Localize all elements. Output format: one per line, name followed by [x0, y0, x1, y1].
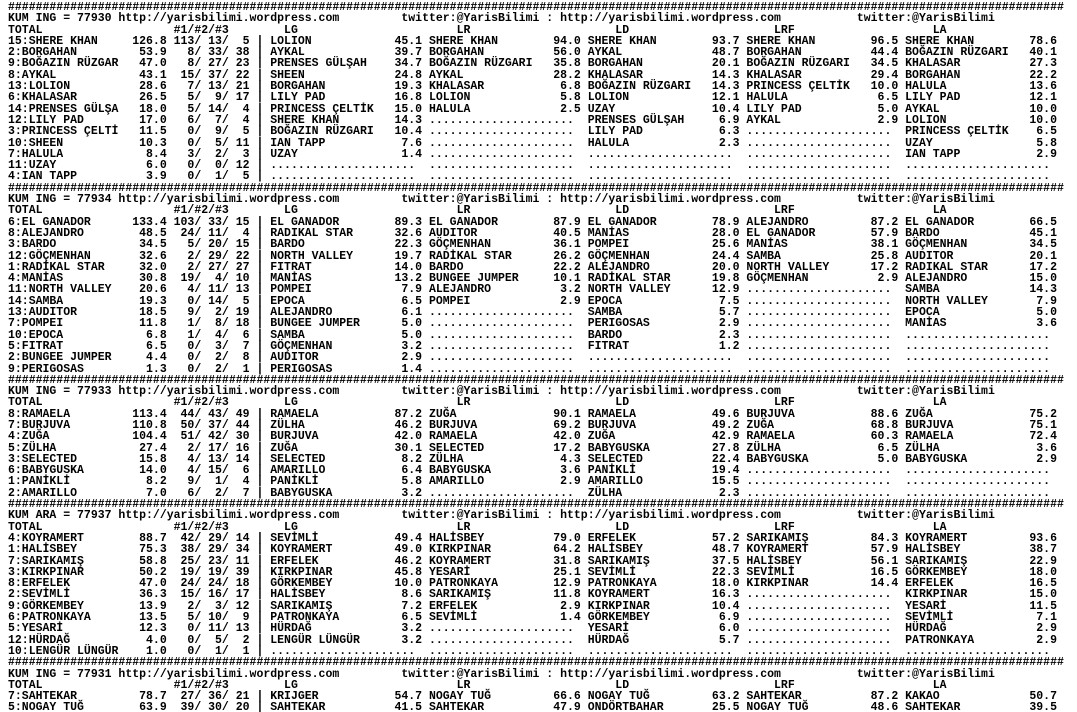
- data-row: 11:UZAY 6.0 0/ 0/ 12 | ..................... ..................... ..................... ..................... .....................: [8, 159, 1064, 173]
- data-row: 13:LOLION 28.6 7/ 13/ 21 | BORGAHAN 19.3 KHALASAR 6.8 BOĞAZIN RÜZGARI 14.3 PRINCESS ÇELTİK 10.0 HALULA 13.6: [8, 80, 1064, 94]
- data-row: 7:BURJUVA 110.8 50/ 37/ 44 | ZÜLHA 46.2 BURJUVA 69.2 BURJUVA 49.2 ZUĞA 68.8 BURJUVA 75.1: [8, 418, 1064, 432]
- data-row: 1:RADİKAL STAR 32.0 2/ 27/ 27 | FITRAT 14.0 BARDO 22.2 ALEJANDRO 20.0 NORTH VALLEY 17.2 RADIKAL STAR 17.2: [8, 260, 1064, 274]
- data-row: 8:RAMAELA 113.4 44/ 43/ 49 | RAMAELA 87.2 ZUĞA 90.1 RAMAELA 49.6 BURJUVA 88.6 ZUĞA 75.2: [8, 407, 1064, 421]
- data-row: 12:HÜRDAĞ 4.0 0/ 5/ 2 | LENGÜR LÜNGÜR 3.2 ..................... HÜRDAĞ 5.7 ..................... PATRONKAYA 2.9: [8, 633, 1064, 647]
- data-row: 13:AUDITOR 18.5 9/ 2/ 19 | ALEJANDRO 6.1 ..................... SAMBA 5.7 ..................... EPOCA 5.0: [8, 306, 1064, 320]
- section-divider: #########################################################################################################################################################: [8, 656, 1064, 670]
- data-row: 12:GÖÇMENHAN 32.6 2/ 29/ 22 | NORTH VALLEY 19.7 RADİKAL STAR 26.2 GÖÇMENHAN 24.4 SAMBA 25.8 AUDITOR 20.1: [8, 249, 1064, 263]
- column-header-line: TOTAL #1/#2/#3 LG LR LD LRF LA: [8, 678, 1064, 692]
- data-row: 6:KHALASAR 26.5 5/ 9/ 17 | LILY PAD 16.8 LOLION 5.8 LOLION 12.1 HALULA 6.5 LILY PAD 12.1: [8, 91, 1064, 105]
- section-divider: #########################################################################################################################################################: [8, 373, 1064, 387]
- data-row: 7:SAHTEKAR 78.7 27/ 36/ 21 | KRIJGER 54.7 NOGAY TUĞ 66.6 NOGAY TUĞ 63.2 SAHTEKAR 87.2 KAKAO 50.7: [8, 690, 1064, 704]
- section-title-line: KUM ING = 77931 http://yarisbilimi.wordpress.com twitter:@YarisBilimi : http://yarisbilimi.wordpress.com twitter:@YarisBilimi: [8, 667, 995, 681]
- data-row: 7:SARIKAMIŞ 58.8 25/ 23/ 11 | ERFELEK 46.2 KOYRAMERT 31.8 SARIKAMIŞ 37.5 HALİSBEY 56.1 SARIKAMIŞ 22.9: [8, 554, 1064, 568]
- data-row: 8:ALEJANDRO 48.5 24/ 11/ 4 | RADIKAL STAR 32.6 AUDITOR 40.5 MANİAS 28.0 EL GANADOR 57.9 BARDO 45.1: [8, 226, 1064, 240]
- data-row: 6:BABYGUSKA 14.0 4/ 15/ 6 | AMARILLO 6.4 BABYGUSKA 3.6 PANİKLİ 19.4 ..................... .....................: [8, 464, 1064, 478]
- data-row: 1:PANİKLİ 8.2 9/ 1/ 4 | PANİKLİ 5.8 AMARILLO 2.9 AMARILLO 15.5 ..................... .....................: [8, 475, 1064, 489]
- data-row: 2:AMARILLO 7.0 6/ 2/ 7 | BABYGUSKA 3.2 ..................... ZÜLHA 2.3 ..................... .....................: [8, 486, 1064, 500]
- section-title-line: KUM ING = 77930 http://yarisbilimi.wordpress.com twitter:@YarisBilimi : http://yarisbilimi.wordpress.com twitter:@YarisBilimi: [8, 12, 995, 26]
- data-row: 2:BUNGEE JUMPER 4.4 0/ 2/ 8 | AUDITOR 2.9 ..................... ..................... ..................... .....................: [8, 351, 1064, 365]
- data-row: 10:SHEEN 10.3 0/ 5/ 11 | IAN TAPP 7.6 ..................... HALULA 2.3 ..................... UZAY 5.8: [8, 136, 1064, 150]
- section-title-line: KUM ARA = 77937 http://yarisbilimi.wordpress.com twitter:@YarisBilimi : http://yarisbilimi.wordpress.com twitter:@YarisBilimi: [8, 509, 995, 523]
- data-row: 8:AYKAL 43.1 15/ 37/ 22 | SHEEN 24.8 AYKAL 28.2 KHALASAR 14.3 KHALASAR 29.4 BORGAHAN 22.2: [8, 68, 1064, 82]
- data-row: 9:GÖRKEMBEY 13.9 2/ 3/ 12 | SARIKAMIŞ 7.2 ERFELEK 2.9 KIRKPINAR 10.4 ..................... YESARİ 11.5: [8, 599, 1064, 613]
- data-row: 2:SEVİMLİ 36.3 15/ 16/ 17 | HALİSBEY 8.6 SARIKAMIŞ 11.8 KOYRAMERT 16.3 ..................... KIRKPINAR 15.0: [8, 588, 1064, 602]
- data-row: 2:BORGAHAN 53.9 8/ 33/ 38 | AYKAL 39.7 BORGAHAN 56.0 AYKAL 48.7 BORGAHAN 44.4 BOĞAZIN RÜZGARI 40.1: [8, 46, 1064, 60]
- data-row: 10:EPOCA 6.8 1/ 4/ 6 | SAMBA 5.0 ..................... BARDO 2.3 ..................... .....................: [8, 328, 1064, 342]
- section-divider: #########################################################################################################################################################: [8, 1, 1064, 14]
- data-row: 6:EL GANADOR 133.4 103/ 33/ 15 | EL GANADOR 89.3 EL GANADOR 87.9 EL GANADOR 78.9 ALEJANDRO 87.2 EL GANADOR 66.5: [8, 215, 1064, 229]
- data-row: 4:IAN TAPP 3.9 0/ 1/ 5 | ..................... ..................... ..................... ..................... .....................: [8, 170, 1064, 184]
- data-row: 10:LENGÜR LÜNGÜR 1.0 0/ 1/ 1 | ..................... ..................... ..................... ..................... .....................: [8, 644, 1064, 658]
- data-row: 4:KOYRAMERT 88.7 42/ 29/ 14 | SEVİMLİ 49.4 HALİSBEY 79.0 ERFELEK 57.2 SARIKAMIŞ 84.3 KOYRAMERT 93.6: [8, 531, 1064, 545]
- data-row: 5:NOGAY TUĞ 63.9 39/ 30/ 20 | SAHTEKAR 41.5 SAHTEKAR 47.9 ONDÖRTBAHAR 25.5 NOGAY TUĞ 48.6 SAHTEKAR 39.5: [8, 701, 1064, 712]
- data-row: 5:ZÜLHA 27.4 2/ 17/ 16 | ZUĞA 30.1 SELECTED 17.2 BABYGUSKA 27.8 ZÜLHA 6.5 ZÜLHA 3.6: [8, 441, 1064, 455]
- data-row: 5:YESARİ 12.3 0/ 11/ 13 | HÜRDAĞ 3.2 ..................... YESARİ 6.0 ..................... HÜRDAĞ 2.9: [8, 622, 1064, 636]
- data-row: 3:BARDO 34.5 5/ 20/ 15 | BARDO 22.3 GÖÇMENHAN 36.1 POMPEI 25.6 MANİAS 38.1 GÖÇMENHAN 34.5: [8, 238, 1064, 252]
- data-row: 5:FITRAT 6.5 0/ 3/ 7 | GÖÇMENHAN 3.2 ..................... FITRAT 1.2 ..................... .....................: [8, 339, 1064, 353]
- data-row: 12:LILY PAD 17.0 6/ 7/ 4 | SHERE KHAN 14.3 ..................... PRENSES GÜLŞAH 6.9 AYKAL 2.9 LOLION 10.0: [8, 113, 1064, 127]
- column-header-line: TOTAL #1/#2/#3 LG LR LD LRF LA: [8, 396, 1064, 410]
- data-row: 3:PRINCESS ÇELTİ 11.5 0/ 9/ 5 | BOĞAZIN RÜZGARI 10.4 ..................... LILY PAD 6.3 ..................... PRINCESS ÇELTİK 6.5: [8, 125, 1064, 139]
- data-row: 4:ZUĞA 104.4 51/ 42/ 30 | BURJUVA 42.0 RAMAELA 42.0 ZUĞA 42.9 RAMAELA 60.3 RAMAELA 72.4: [8, 430, 1064, 444]
- section-title-line: KUM ING = 77933 http://yarisbilimi.wordpress.com twitter:@YarisBilimi : http://yarisbilimi.wordpress.com twitter:@YarisBilimi: [8, 385, 995, 399]
- column-header-line: TOTAL #1/#2/#3 LG LR LD LRF LA: [8, 23, 1064, 37]
- data-row: 9:PERIGOSAS 1.3 0/ 2/ 1 | PERIGOSAS 1.4 ..................... ..................... ..................... .....................: [8, 362, 1064, 376]
- column-header-line: TOTAL #1/#2/#3 LG LR LD LRF LA: [8, 204, 1064, 218]
- data-row: 3:KIRKPINAR 50.2 19/ 19/ 39 | KIRKPINAR 45.8 YESARİ 25.1 SEVİMLİ 22.3 SEVİMLİ 16.5 GÖRKEMBEY 18.0: [8, 565, 1064, 579]
- data-row: 3:SELECTED 15.8 4/ 13/ 14 | SELECTED 8.2 ZÜLHA 4.3 SELECTED 22.4 BABYGUSKA 5.0 BABYGUSKA 2.9: [8, 452, 1064, 466]
- data-row: 9:BOĞAZIN RÜZGAR 47.0 8/ 27/ 23 | PRENSES GÜLŞAH 34.7 BOĞAZIN RÜZGARI 35.8 BORGAHAN 20.1 BOĞAZIN RÜZGARI 34.5 KHALASAR 27.3: [8, 57, 1064, 71]
- data-row: 6:PATRONKAYA 13.5 5/ 10/ 9 | PATRONKAYA 6.5 SEVİMLİ 1.4 GÖRKEMBEY 6.9 ..................... SEVİMLİ 7.1: [8, 611, 1064, 625]
- section-divider: #########################################################################################################################################################: [8, 498, 1064, 512]
- data-row: 4:MANİAS 30.8 19/ 4/ 10 | MANİAS 13.2 BUNGEE JUMPER 10.1 RADİKAL STAR 19.8 GÖÇMENHAN 2.9 ALEJANDRO 15.0: [8, 272, 1064, 286]
- data-row: 14:SAMBA 19.3 0/ 14/ 5 | EPOCA 6.5 POMPEI 2.9 EPOCA 7.5 ..................... NORTH VALLEY 7.9: [8, 294, 1064, 308]
- data-row: 7:HALULA 8.4 3/ 2/ 3 | UZAY 1.4 ..................... ..................... ..................... IAN TAPP 2.9: [8, 147, 1064, 161]
- data-row: 14:PRENSES GÜLŞA 18.0 5/ 14/ 4 | PRINCESS ÇELTİK 15.0 HALULA 2.5 UZAY 10.4 LILY PAD 5.0 AYKAL 10.0: [8, 102, 1064, 116]
- data-row: 15:SHERE KHAN 126.8 113/ 13/ 5 | LOLION 45.1 SHERE KHAN 94.0 SHERE KHAN 93.7 SHERE KHAN 96.5 SHERE KHAN 78.6: [8, 34, 1064, 48]
- section-title-line: KUM ING = 77934 http://yarisbilimi.wordpress.com twitter:@YarisBilimi : http://yarisbilimi.wordpress.com twitter:@YarisBilimi: [8, 193, 995, 207]
- section-divider: #########################################################################################################################################################: [8, 181, 1064, 195]
- column-header-line: TOTAL #1/#2/#3 LG LR LD LRF LA: [8, 520, 1064, 534]
- data-row: 1:HALİSBEY 75.3 38/ 29/ 34 | KOYRAMERT 49.0 KIRKPINAR 64.2 HALİSBEY 48.7 KOYRAMERT 57.9 HALİSBEY 38.7: [8, 543, 1064, 557]
- data-row: 8:ERFELEK 47.0 24/ 24/ 18 | GÖRKEMBEY 10.0 PATRONKAYA 12.9 PATRONKAYA 18.0 KIRKPINAR 14.4 ERFELEK 16.5: [8, 577, 1064, 591]
- data-row: 7:POMPEI 11.8 1/ 8/ 18 | BUNGEE JUMPER 5.0 ..................... PERIGOSAS 2.9 ..................... MANİAS 3.6: [8, 317, 1064, 331]
- data-row: 11:NORTH VALLEY 20.6 4/ 11/ 13 | POMPEI 7.9 ALEJANDRO 3.2 NORTH VALLEY 12.9 ..................... SAMBA 14.3: [8, 283, 1064, 297]
